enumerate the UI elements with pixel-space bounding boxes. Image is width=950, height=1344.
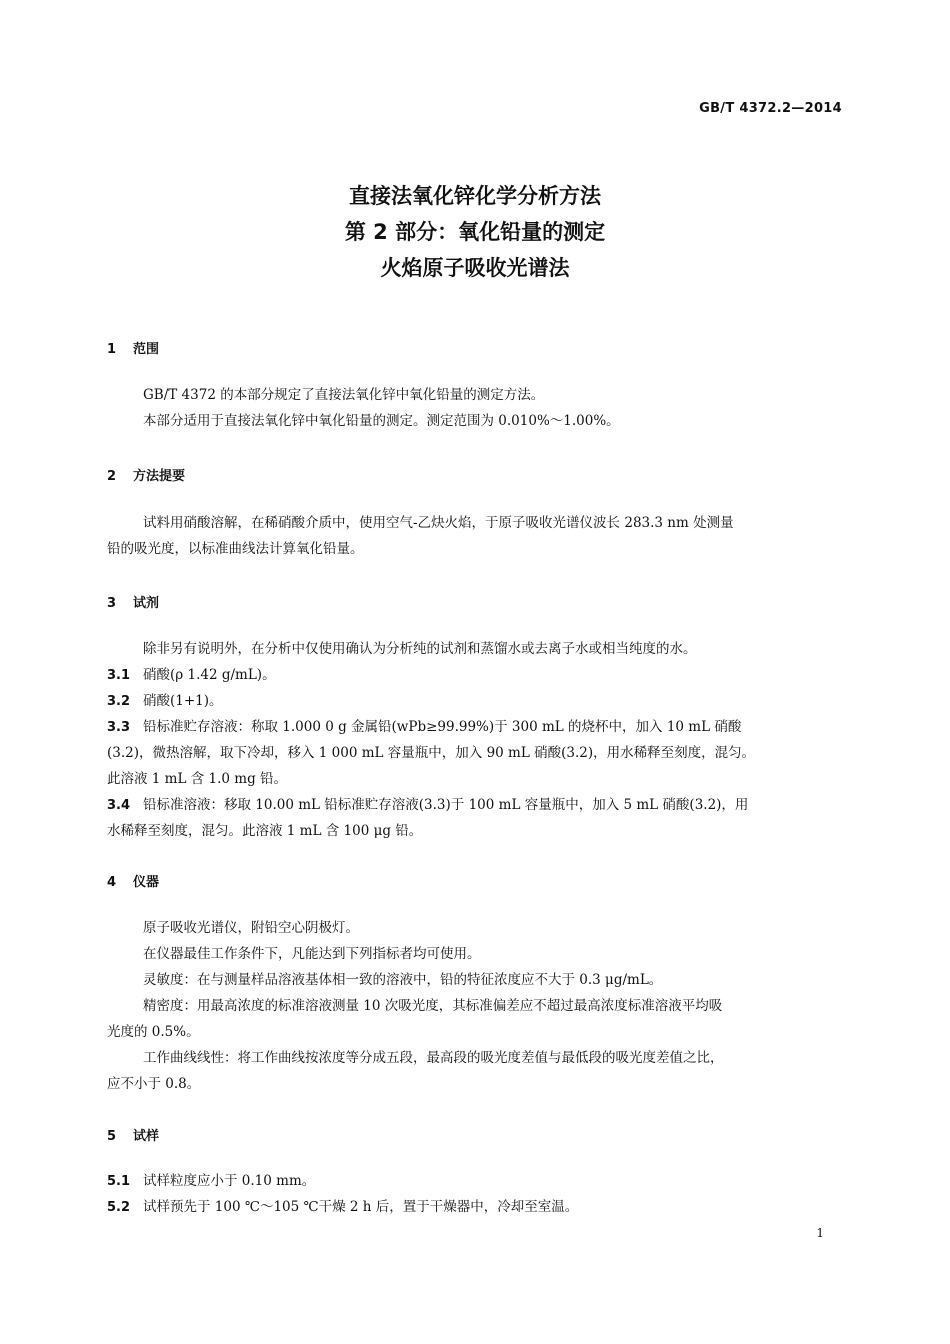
document-title: [0, 178, 950, 286]
clause-3-3: [107, 714, 842, 740]
clause-text: 试样粒度应小于 0.10 mm。: [143, 1173, 316, 1189]
section-number: 4: [107, 875, 117, 890]
paragraph: 在仪器最佳工作条件下，凡能达到下列指标者均可使用。: [143, 946, 481, 962]
clause-3-4-line-2: 水稀释至刻度，混匀。此溶液 1 mL 含 100 μg 铅。: [107, 823, 423, 839]
section-title: 方法提要: [133, 469, 186, 484]
clause-number: 3.2: [107, 694, 131, 709]
clause-text: 硝酸(ρ 1.42 g/mL)。: [143, 667, 276, 683]
paragraph-line: 铅的吸光度，以标准曲线法计算氧化铅量。: [107, 541, 364, 557]
title-line-2: 第 2 部分：氧化铅量的测定: [344, 220, 606, 244]
section-5-heading: [107, 1125, 159, 1144]
paragraph: 除非另有说明外，在分析中仅使用确认为分析纯的试剂和蒸馏水或去离子水或相当纯度的水。: [143, 641, 697, 657]
paragraph-line: 精密度：用最高浓度的标准溶液测量 10 次吸光度，其标准偏差应不超过最高浓度标准溶液平均吸: [143, 998, 723, 1014]
section-number: 3: [107, 596, 117, 611]
section-title: 试样: [133, 1129, 160, 1144]
paragraph-line: 试料用硝酸溶解，在稀硝酸介质中，使用空气-乙炔火焰，于原子吸收光谱仪波长 283.3 nm 处测量: [143, 515, 734, 531]
title-line-1: 直接法氧化锌化学分析方法: [349, 184, 601, 208]
clause-number: 5.1: [107, 1174, 131, 1189]
clause-text: 铅标准贮存溶液：称取 1.000 0 g 金属铅(wPb≥99.99%)于 300 mL 的烧杯中，加入 10 mL 硝酸: [143, 719, 742, 735]
paragraph: 灵敏度：在与测量样品溶液基体相一致的溶液中，铅的特征浓度应不大于 0.3 μg/mL。: [143, 972, 663, 988]
section-title: 范围: [133, 342, 160, 357]
clause-number: 3.1: [107, 668, 131, 683]
clause-number: 5.2: [107, 1200, 131, 1215]
section-1-heading: [107, 338, 159, 357]
clause-3-4: [107, 792, 842, 818]
clause-text: 铅标准溶液：移取 10.00 mL 铅标准贮存溶液(3.3)于 100 mL 容量瓶中，加入 5 mL 硝酸(3.2)，用: [143, 797, 749, 813]
paragraph: 原子吸收光谱仪，附铅空心阴极灯。: [143, 920, 359, 936]
clause-3-1: [107, 662, 842, 688]
paragraph-line: 应不小于 0.8。: [107, 1076, 201, 1092]
clause-text: 试样预先于 100 ℃～105 ℃干燥 2 h 后，置于干燥器中，冷却至室温。: [143, 1199, 579, 1215]
page-number: 1: [816, 1226, 824, 1240]
section-number: 5: [107, 1129, 117, 1144]
clause-5-1: [107, 1168, 842, 1194]
title-line-3: 火焰原子吸收光谱法: [380, 256, 570, 280]
clause-text: 硝酸(1+1)。: [143, 693, 223, 709]
section-title: 仪器: [133, 875, 160, 890]
clause-3-2: [107, 688, 842, 714]
clause-number: 3.4: [107, 798, 131, 813]
section-3-body: [107, 636, 842, 844]
paragraph: GB/T 4372 的本部分规定了直接法氧化锌中氧化铅量的测定方法。: [143, 387, 545, 403]
clause-number: 3.3: [107, 720, 131, 735]
section-number: 2: [107, 469, 117, 484]
standard-code: GB/T 4372.2—2014: [699, 101, 842, 116]
paragraph-line: 工作曲线线性：将工作曲线按浓度等分成五段，最高段的吸光度差值与最低段的吸光度差值之比，: [143, 1050, 724, 1066]
section-title: 试剂: [133, 596, 160, 611]
section-2-body: [107, 510, 842, 562]
clause-3-3-line-3: 此溶液 1 mL 含 1.0 mg 铅。: [107, 771, 288, 787]
section-2-heading: [107, 465, 185, 484]
section-number: 1: [107, 342, 117, 357]
section-3-heading: [107, 592, 159, 611]
paragraph: 本部分适用于直接法氧化锌中氧化铅量的测定。测定范围为 0.010%～1.00%。: [143, 413, 620, 429]
section-1-body: [107, 382, 842, 434]
clause-5-2: [107, 1194, 842, 1220]
section-4-body: [107, 915, 842, 1097]
section-4-heading: [107, 871, 159, 890]
paragraph-line: 光度的 0.5%。: [107, 1024, 200, 1040]
section-5-body: [107, 1168, 842, 1220]
clause-3-3-line-2: (3.2)，微热溶解，取下冷却，移入 1 000 mL 容量瓶中，加入 90 mL 硝酸(3.2)，用水稀释至刻度，混匀。: [107, 745, 756, 761]
